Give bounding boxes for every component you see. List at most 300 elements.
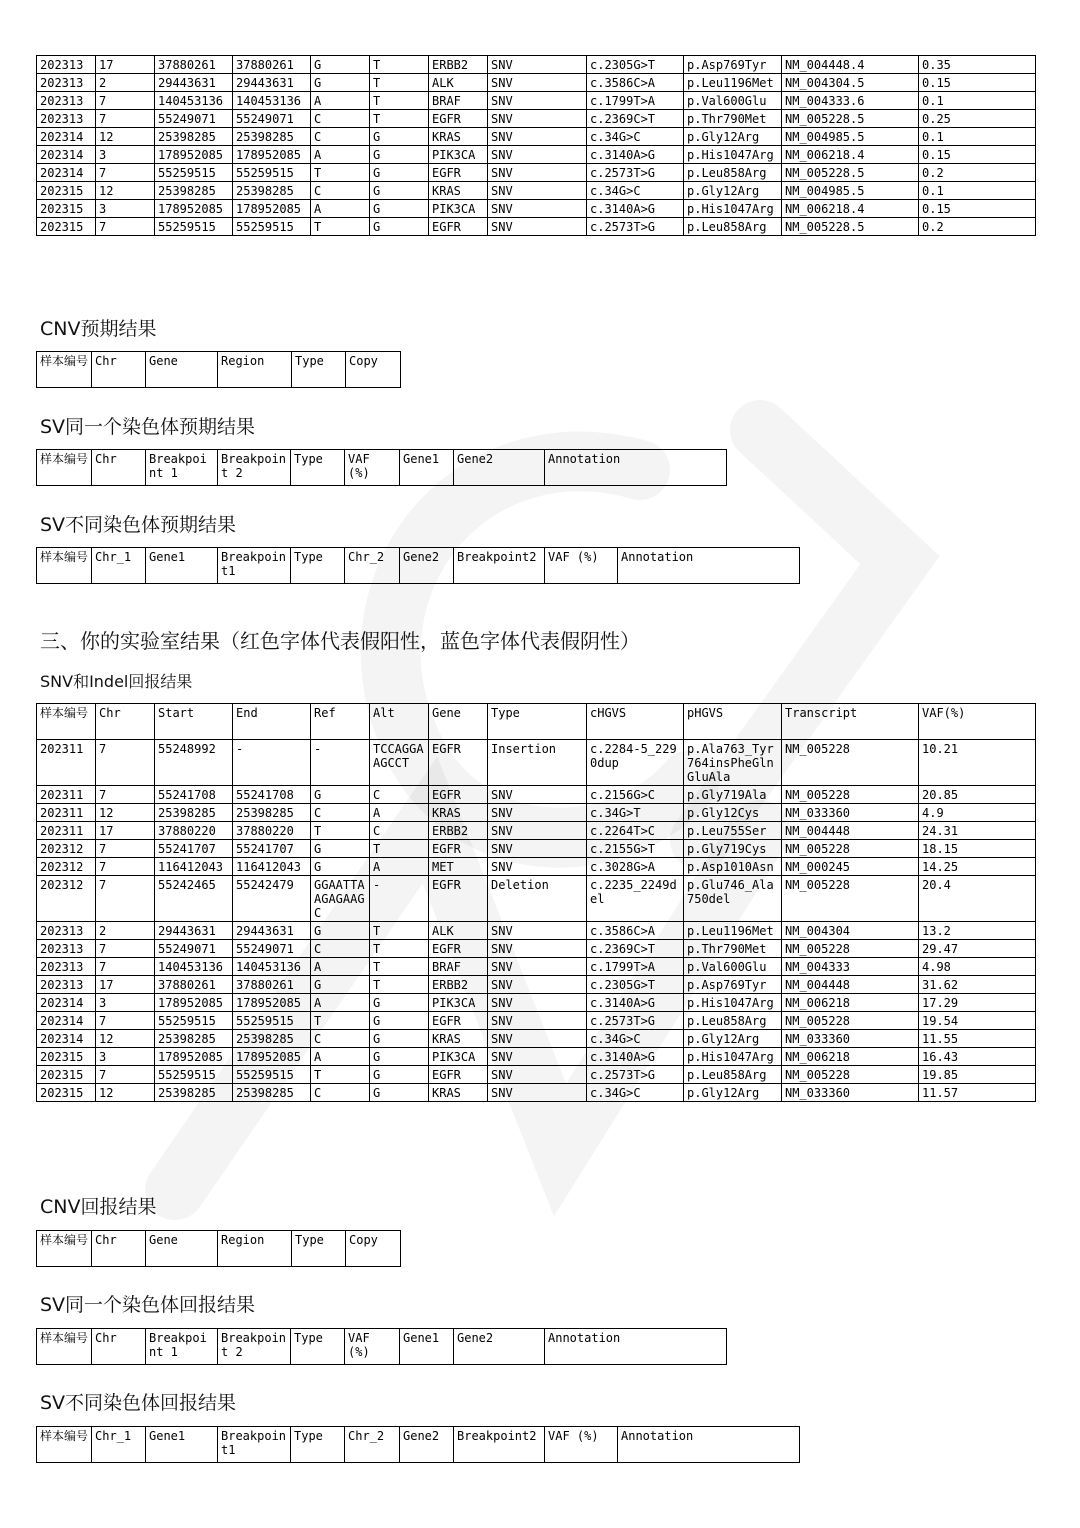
sv-same-reported-title: SV同一个染色体回报结果 bbox=[40, 1294, 256, 1316]
table-cell: 202315 bbox=[37, 1066, 96, 1084]
table-cell: ERBB2 bbox=[429, 56, 488, 74]
table-cell: 178952085 bbox=[155, 200, 233, 218]
table-cell: c.34G>T bbox=[587, 804, 684, 822]
table-cell: NM_005228 bbox=[782, 940, 919, 958]
table-cell: 55259515 bbox=[155, 218, 233, 236]
table-cell: G bbox=[370, 1012, 429, 1030]
table-cell: p.Thr790Met bbox=[684, 940, 782, 958]
table-cell: p.Ala763_Tyr764insPheGlnGluAla bbox=[684, 740, 782, 786]
header-cell: Breakpoint2 bbox=[454, 548, 545, 584]
table-row bbox=[37, 182, 1036, 200]
table-cell: 37880220 bbox=[155, 822, 233, 840]
table-cell: 140453136 bbox=[155, 958, 233, 976]
header-cell: End bbox=[233, 704, 311, 740]
table-cell: 37880261 bbox=[233, 976, 311, 994]
table-cell: SNV bbox=[488, 940, 587, 958]
table-cell: NM_004985.5 bbox=[782, 128, 919, 146]
table-cell: 202313 bbox=[37, 958, 96, 976]
table-row bbox=[37, 74, 1036, 92]
table-cell: p.Leu858Arg bbox=[684, 1012, 782, 1030]
header-cell: Type bbox=[291, 1329, 345, 1365]
table-cell: c.3028G>A bbox=[587, 858, 684, 876]
header-cell: 样本编号 bbox=[37, 352, 92, 388]
header-cell: VAF (%) bbox=[545, 548, 618, 584]
table-cell: T bbox=[370, 56, 429, 74]
header-cell: Breakpoint1 bbox=[218, 1427, 291, 1463]
table-cell: p.Gly719Ala bbox=[684, 786, 782, 804]
table-cell: p.Leu1196Met bbox=[684, 74, 782, 92]
table-cell: p.Asp1010Asn bbox=[684, 858, 782, 876]
table-row bbox=[37, 958, 1036, 976]
table-cell: 25398285 bbox=[233, 804, 311, 822]
table-cell: 202313 bbox=[37, 976, 96, 994]
table-cell: p.Gly12Arg bbox=[684, 1084, 782, 1102]
table-cell: G bbox=[370, 128, 429, 146]
table-cell: 202315 bbox=[37, 200, 96, 218]
table-cell: G bbox=[311, 922, 370, 940]
table-cell: 202314 bbox=[37, 994, 96, 1012]
table-cell: p.Gly719Cys bbox=[684, 840, 782, 858]
table-cell: 14.25 bbox=[919, 858, 1036, 876]
table-cell: p.Gly12Cys bbox=[684, 804, 782, 822]
header-cell: Type bbox=[291, 548, 345, 584]
header-cell: Breakpoint 1 bbox=[146, 1329, 218, 1365]
table-cell: c.3140A>G bbox=[587, 1048, 684, 1066]
table-cell: p.Gly12Arg bbox=[684, 1030, 782, 1048]
table-cell: T bbox=[370, 74, 429, 92]
table-cell: NM_004448 bbox=[782, 976, 919, 994]
table-cell: SNV bbox=[488, 92, 587, 110]
table-cell: EGFR bbox=[429, 218, 488, 236]
table-cell: A bbox=[311, 1048, 370, 1066]
header-cell: Type bbox=[292, 352, 346, 388]
table-cell: 37880261 bbox=[155, 976, 233, 994]
table-cell: 0.2 bbox=[919, 164, 1036, 182]
table-cell: EGFR bbox=[429, 740, 488, 786]
table-cell: KRAS bbox=[429, 804, 488, 822]
table-cell: NM_000245 bbox=[782, 858, 919, 876]
table-cell: 55241707 bbox=[155, 840, 233, 858]
header-cell: 样本编号 bbox=[37, 704, 96, 740]
table-row bbox=[37, 994, 1036, 1012]
header-cell: Annotation bbox=[618, 1427, 800, 1463]
table-cell: G bbox=[370, 1048, 429, 1066]
table-cell: SNV bbox=[488, 1084, 587, 1102]
table-cell: NM_033360 bbox=[782, 1030, 919, 1048]
snv-reported-table bbox=[36, 703, 1036, 1102]
header-cell: Gene1 bbox=[400, 450, 454, 486]
header-cell: Chr bbox=[92, 1329, 146, 1365]
header-cell: 样本编号 bbox=[37, 548, 92, 584]
header-cell: pHGVS bbox=[684, 704, 782, 740]
table-cell: NM_004333.6 bbox=[782, 92, 919, 110]
table-cell: C bbox=[311, 1084, 370, 1102]
table-cell: 7 bbox=[96, 740, 155, 786]
table-cell: PIK3CA bbox=[429, 146, 488, 164]
table-cell: 55241707 bbox=[233, 840, 311, 858]
table-cell: PIK3CA bbox=[429, 1048, 488, 1066]
table-cell: 4.9 bbox=[919, 804, 1036, 822]
header-cell: Gene1 bbox=[146, 548, 218, 584]
table-cell: T bbox=[311, 164, 370, 182]
cnv-expected-table bbox=[36, 351, 401, 388]
table-row bbox=[37, 146, 1036, 164]
table-cell: NM_004304 bbox=[782, 922, 919, 940]
table-cell: 178952085 bbox=[233, 200, 311, 218]
table-cell: p.Asp769Tyr bbox=[684, 56, 782, 74]
table-cell: KRAS bbox=[429, 128, 488, 146]
table-cell: SNV bbox=[488, 958, 587, 976]
table-cell: 29.47 bbox=[919, 940, 1036, 958]
table-cell: SNV bbox=[488, 74, 587, 92]
table-cell: 55249071 bbox=[155, 110, 233, 128]
table-cell: 55259515 bbox=[155, 1066, 233, 1084]
table-cell: - bbox=[233, 740, 311, 786]
table-row bbox=[37, 128, 1036, 146]
table-cell: - bbox=[370, 876, 429, 922]
table-cell: 0.25 bbox=[919, 110, 1036, 128]
table-row bbox=[37, 1030, 1036, 1048]
table-cell: 29443631 bbox=[155, 922, 233, 940]
table-cell: 24.31 bbox=[919, 822, 1036, 840]
table-cell: c.2235_2249del bbox=[587, 876, 684, 922]
table-cell: 18.15 bbox=[919, 840, 1036, 858]
table-cell: EGFR bbox=[429, 940, 488, 958]
header-cell: Gene2 bbox=[454, 1329, 545, 1365]
header-cell: Region bbox=[218, 352, 292, 388]
table-cell: NM_004304.5 bbox=[782, 74, 919, 92]
header-cell: Start bbox=[155, 704, 233, 740]
table-cell: 7 bbox=[96, 218, 155, 236]
table-cell: NM_006218 bbox=[782, 1048, 919, 1066]
header-cell: Chr_1 bbox=[92, 1427, 146, 1463]
header-cell: Annotation bbox=[618, 548, 800, 584]
header-cell: Breakpoint 2 bbox=[218, 450, 291, 486]
table-cell: A bbox=[311, 994, 370, 1012]
table-cell: NM_033360 bbox=[782, 1084, 919, 1102]
table-cell: G bbox=[370, 994, 429, 1012]
table-cell: 7 bbox=[96, 840, 155, 858]
table-row bbox=[37, 822, 1036, 840]
table-cell: BRAF bbox=[429, 958, 488, 976]
table-cell: 7 bbox=[96, 858, 155, 876]
table-cell: G bbox=[311, 786, 370, 804]
table-cell: NM_005228.5 bbox=[782, 164, 919, 182]
table-cell: 202312 bbox=[37, 876, 96, 922]
table-cell: SNV bbox=[488, 1012, 587, 1030]
table-cell: 202313 bbox=[37, 922, 96, 940]
table-row bbox=[37, 56, 1036, 74]
table-cell: 140453136 bbox=[233, 958, 311, 976]
table-cell: 55249071 bbox=[233, 940, 311, 958]
table-cell: C bbox=[311, 940, 370, 958]
table-cell: c.2573T>G bbox=[587, 164, 684, 182]
table-cell: 25398285 bbox=[233, 128, 311, 146]
table-cell: p.Val600Glu bbox=[684, 92, 782, 110]
table-cell: 202311 bbox=[37, 786, 96, 804]
header-cell: Type bbox=[291, 1427, 345, 1463]
header-cell: Gene2 bbox=[400, 548, 454, 584]
table-cell: BRAF bbox=[429, 92, 488, 110]
table-cell: T bbox=[370, 92, 429, 110]
table-cell: 55259515 bbox=[155, 164, 233, 182]
table-row bbox=[37, 164, 1036, 182]
table-cell: p.His1047Arg bbox=[684, 1048, 782, 1066]
table-cell: G bbox=[370, 1066, 429, 1084]
table-header-row bbox=[37, 1427, 800, 1463]
header-cell: VAF (%) bbox=[545, 1427, 618, 1463]
table-cell: 7 bbox=[96, 92, 155, 110]
header-cell: Chr bbox=[96, 704, 155, 740]
header-cell: Copy bbox=[346, 1231, 401, 1267]
table-cell: 202312 bbox=[37, 840, 96, 858]
table-cell: 55259515 bbox=[233, 218, 311, 236]
table-cell: c.2573T>G bbox=[587, 1012, 684, 1030]
table-cell: c.3586C>A bbox=[587, 922, 684, 940]
table-cell: 12 bbox=[96, 182, 155, 200]
table-cell: 31.62 bbox=[919, 976, 1036, 994]
table-cell: c.2573T>G bbox=[587, 218, 684, 236]
table-cell: - bbox=[311, 740, 370, 786]
table-cell: A bbox=[311, 92, 370, 110]
table-cell: KRAS bbox=[429, 1030, 488, 1048]
table-cell: 7 bbox=[96, 786, 155, 804]
table-cell: G bbox=[370, 146, 429, 164]
table-cell: MET bbox=[429, 858, 488, 876]
table-cell: p.His1047Arg bbox=[684, 200, 782, 218]
table-cell: 25398285 bbox=[155, 1084, 233, 1102]
table-cell: p.Leu858Arg bbox=[684, 164, 782, 182]
table-cell: A bbox=[311, 200, 370, 218]
header-cell: Gene bbox=[146, 1231, 218, 1267]
table-cell: NM_006218.4 bbox=[782, 200, 919, 218]
table-cell: 2 bbox=[96, 922, 155, 940]
table-cell: NM_006218 bbox=[782, 994, 919, 1012]
table-row bbox=[37, 922, 1036, 940]
sv-diff-expected-title: SV不同染色体预期结果 bbox=[40, 514, 237, 536]
table-cell: 25398285 bbox=[233, 1030, 311, 1048]
table-cell: G bbox=[370, 1084, 429, 1102]
table-cell: 25398285 bbox=[155, 128, 233, 146]
table-cell: 20.4 bbox=[919, 876, 1036, 922]
table-header-row bbox=[37, 548, 800, 584]
table-cell: C bbox=[370, 822, 429, 840]
table-cell: T bbox=[311, 1066, 370, 1084]
table-cell: T bbox=[370, 958, 429, 976]
table-cell: c.34G>C bbox=[587, 1030, 684, 1048]
table-cell: 11.55 bbox=[919, 1030, 1036, 1048]
header-cell: Ref bbox=[311, 704, 370, 740]
table-cell: p.Glu746_Ala750del bbox=[684, 876, 782, 922]
table-header-row bbox=[37, 450, 727, 486]
sv-same-expected-table bbox=[36, 449, 727, 486]
table-cell: 178952085 bbox=[233, 146, 311, 164]
table-cell: ALK bbox=[429, 922, 488, 940]
table-cell: 202313 bbox=[37, 92, 96, 110]
table-cell: C bbox=[311, 1030, 370, 1048]
table-row bbox=[37, 200, 1036, 218]
table-row bbox=[37, 110, 1036, 128]
table-cell: c.3586C>A bbox=[587, 74, 684, 92]
table-cell: NM_006218.4 bbox=[782, 146, 919, 164]
table-cell: 19.54 bbox=[919, 1012, 1036, 1030]
table-cell: 202311 bbox=[37, 804, 96, 822]
table-cell: 202313 bbox=[37, 74, 96, 92]
table-cell: SNV bbox=[488, 1048, 587, 1066]
table-cell: C bbox=[311, 182, 370, 200]
table-cell: T bbox=[370, 922, 429, 940]
table-cell: 17.29 bbox=[919, 994, 1036, 1012]
table-cell: EGFR bbox=[429, 1012, 488, 1030]
table-row bbox=[37, 940, 1036, 958]
table-cell: 2 bbox=[96, 74, 155, 92]
header-cell: Annotation bbox=[545, 1329, 727, 1365]
table-cell: G bbox=[370, 200, 429, 218]
table-cell: 17 bbox=[96, 976, 155, 994]
table-cell: 25398285 bbox=[233, 182, 311, 200]
table-cell: p.Leu858Arg bbox=[684, 1066, 782, 1084]
table-cell: 0.1 bbox=[919, 128, 1036, 146]
table-cell: T bbox=[311, 1012, 370, 1030]
table-cell: T bbox=[370, 940, 429, 958]
table-cell: 29443631 bbox=[233, 74, 311, 92]
table-row bbox=[37, 1066, 1036, 1084]
table-cell: T bbox=[370, 110, 429, 128]
table-cell: T bbox=[370, 840, 429, 858]
table-cell: SNV bbox=[488, 804, 587, 822]
table-cell: 140453136 bbox=[155, 92, 233, 110]
table-cell: NM_005228 bbox=[782, 740, 919, 786]
table-cell: p.Thr790Met bbox=[684, 110, 782, 128]
cnv-reported-table bbox=[36, 1230, 401, 1267]
table-cell: p.Gly12Arg bbox=[684, 128, 782, 146]
table-cell: 29443631 bbox=[233, 922, 311, 940]
table-cell: c.2284-5_2290dup bbox=[587, 740, 684, 786]
table-cell: 29443631 bbox=[155, 74, 233, 92]
table-cell: SNV bbox=[488, 822, 587, 840]
table-cell: 37880261 bbox=[155, 56, 233, 74]
table-cell: 55259515 bbox=[155, 1012, 233, 1030]
table-cell: 17 bbox=[96, 822, 155, 840]
table-cell: 178952085 bbox=[155, 1048, 233, 1066]
table-cell: 202311 bbox=[37, 822, 96, 840]
table-cell: 25398285 bbox=[233, 1084, 311, 1102]
table-cell: C bbox=[370, 786, 429, 804]
header-cell: Breakpoint2 bbox=[454, 1427, 545, 1463]
table-cell: T bbox=[370, 976, 429, 994]
table-cell: NM_005228 bbox=[782, 876, 919, 922]
table-cell: c.3140A>G bbox=[587, 146, 684, 164]
table-cell: 7 bbox=[96, 958, 155, 976]
table-cell: 202314 bbox=[37, 164, 96, 182]
table-cell: p.His1047Arg bbox=[684, 146, 782, 164]
table-cell: SNV bbox=[488, 110, 587, 128]
header-cell: Region bbox=[218, 1231, 292, 1267]
table-cell: ERBB2 bbox=[429, 822, 488, 840]
table-cell: ERBB2 bbox=[429, 976, 488, 994]
header-cell: Chr_2 bbox=[345, 548, 400, 584]
table-cell: c.1799T>A bbox=[587, 92, 684, 110]
table-cell: c.2369C>T bbox=[587, 110, 684, 128]
table-cell: 4.98 bbox=[919, 958, 1036, 976]
lab-results-title: 三、你的实验室结果（红色字体代表假阳性，蓝色字体代表假阴性） bbox=[40, 629, 640, 653]
table-cell: 11.57 bbox=[919, 1084, 1036, 1102]
header-cell: Gene1 bbox=[146, 1427, 218, 1463]
header-cell: Chr bbox=[92, 450, 146, 486]
header-cell: 样本编号 bbox=[37, 1231, 92, 1267]
table-cell: 3 bbox=[96, 994, 155, 1012]
table-cell: 202315 bbox=[37, 182, 96, 200]
table-cell: 0.15 bbox=[919, 146, 1036, 164]
table-cell: p.Gly12Arg bbox=[684, 182, 782, 200]
table-cell: 178952085 bbox=[233, 1048, 311, 1066]
table-cell: EGFR bbox=[429, 110, 488, 128]
table-cell: 7 bbox=[96, 1066, 155, 1084]
table-cell: TCCAGGAAGCCT bbox=[370, 740, 429, 786]
cnv-expected-title: CNV预期结果 bbox=[40, 318, 157, 340]
table-cell: NM_004985.5 bbox=[782, 182, 919, 200]
header-cell: VAF(%) bbox=[919, 704, 1036, 740]
table-cell: 55249071 bbox=[155, 940, 233, 958]
table-cell: NM_005228 bbox=[782, 1066, 919, 1084]
table-cell: 12 bbox=[96, 804, 155, 822]
header-cell: Gene2 bbox=[454, 450, 545, 486]
sv-same-reported-table bbox=[36, 1328, 727, 1365]
table-cell: NM_005228 bbox=[782, 1012, 919, 1030]
table-cell: 25398285 bbox=[155, 1030, 233, 1048]
header-cell: Gene1 bbox=[400, 1329, 454, 1365]
table-row bbox=[37, 840, 1036, 858]
table-cell: SNV bbox=[488, 858, 587, 876]
table-cell: 55241708 bbox=[233, 786, 311, 804]
table-cell: EGFR bbox=[429, 840, 488, 858]
table-row bbox=[37, 876, 1036, 922]
table-cell: NM_005228.5 bbox=[782, 110, 919, 128]
table-cell: 202315 bbox=[37, 1048, 96, 1066]
table-cell: 25398285 bbox=[155, 182, 233, 200]
table-cell: 202314 bbox=[37, 1030, 96, 1048]
header-cell: Transcript bbox=[782, 704, 919, 740]
table-cell: c.3140A>G bbox=[587, 200, 684, 218]
table-cell: A bbox=[370, 858, 429, 876]
header-cell: 样本编号 bbox=[37, 1329, 92, 1365]
sv-same-expected-title: SV同一个染色体预期结果 bbox=[40, 416, 256, 438]
table-cell: G bbox=[311, 74, 370, 92]
table-cell: NM_004448.4 bbox=[782, 56, 919, 74]
table-cell: SNV bbox=[488, 128, 587, 146]
table-cell: c.34G>C bbox=[587, 128, 684, 146]
table-cell: A bbox=[311, 146, 370, 164]
table-cell: 7 bbox=[96, 1012, 155, 1030]
table-cell: 12 bbox=[96, 1084, 155, 1102]
table-cell: G bbox=[311, 840, 370, 858]
table-cell: c.34G>C bbox=[587, 1084, 684, 1102]
cnv-reported-title: CNV回报结果 bbox=[40, 1196, 157, 1218]
table-cell: G bbox=[370, 182, 429, 200]
header-cell: Gene bbox=[429, 704, 488, 740]
header-cell: Type bbox=[292, 1231, 346, 1267]
table-cell: G bbox=[370, 164, 429, 182]
table-cell: 25398285 bbox=[155, 804, 233, 822]
table-cell: 13.2 bbox=[919, 922, 1036, 940]
header-cell: cHGVS bbox=[587, 704, 684, 740]
table-row bbox=[37, 1012, 1036, 1030]
table-cell: 0.35 bbox=[919, 56, 1036, 74]
header-cell: Type bbox=[291, 450, 345, 486]
table-header-row bbox=[37, 1329, 727, 1365]
table-cell: p.Leu858Arg bbox=[684, 218, 782, 236]
table-cell: SNV bbox=[488, 56, 587, 74]
